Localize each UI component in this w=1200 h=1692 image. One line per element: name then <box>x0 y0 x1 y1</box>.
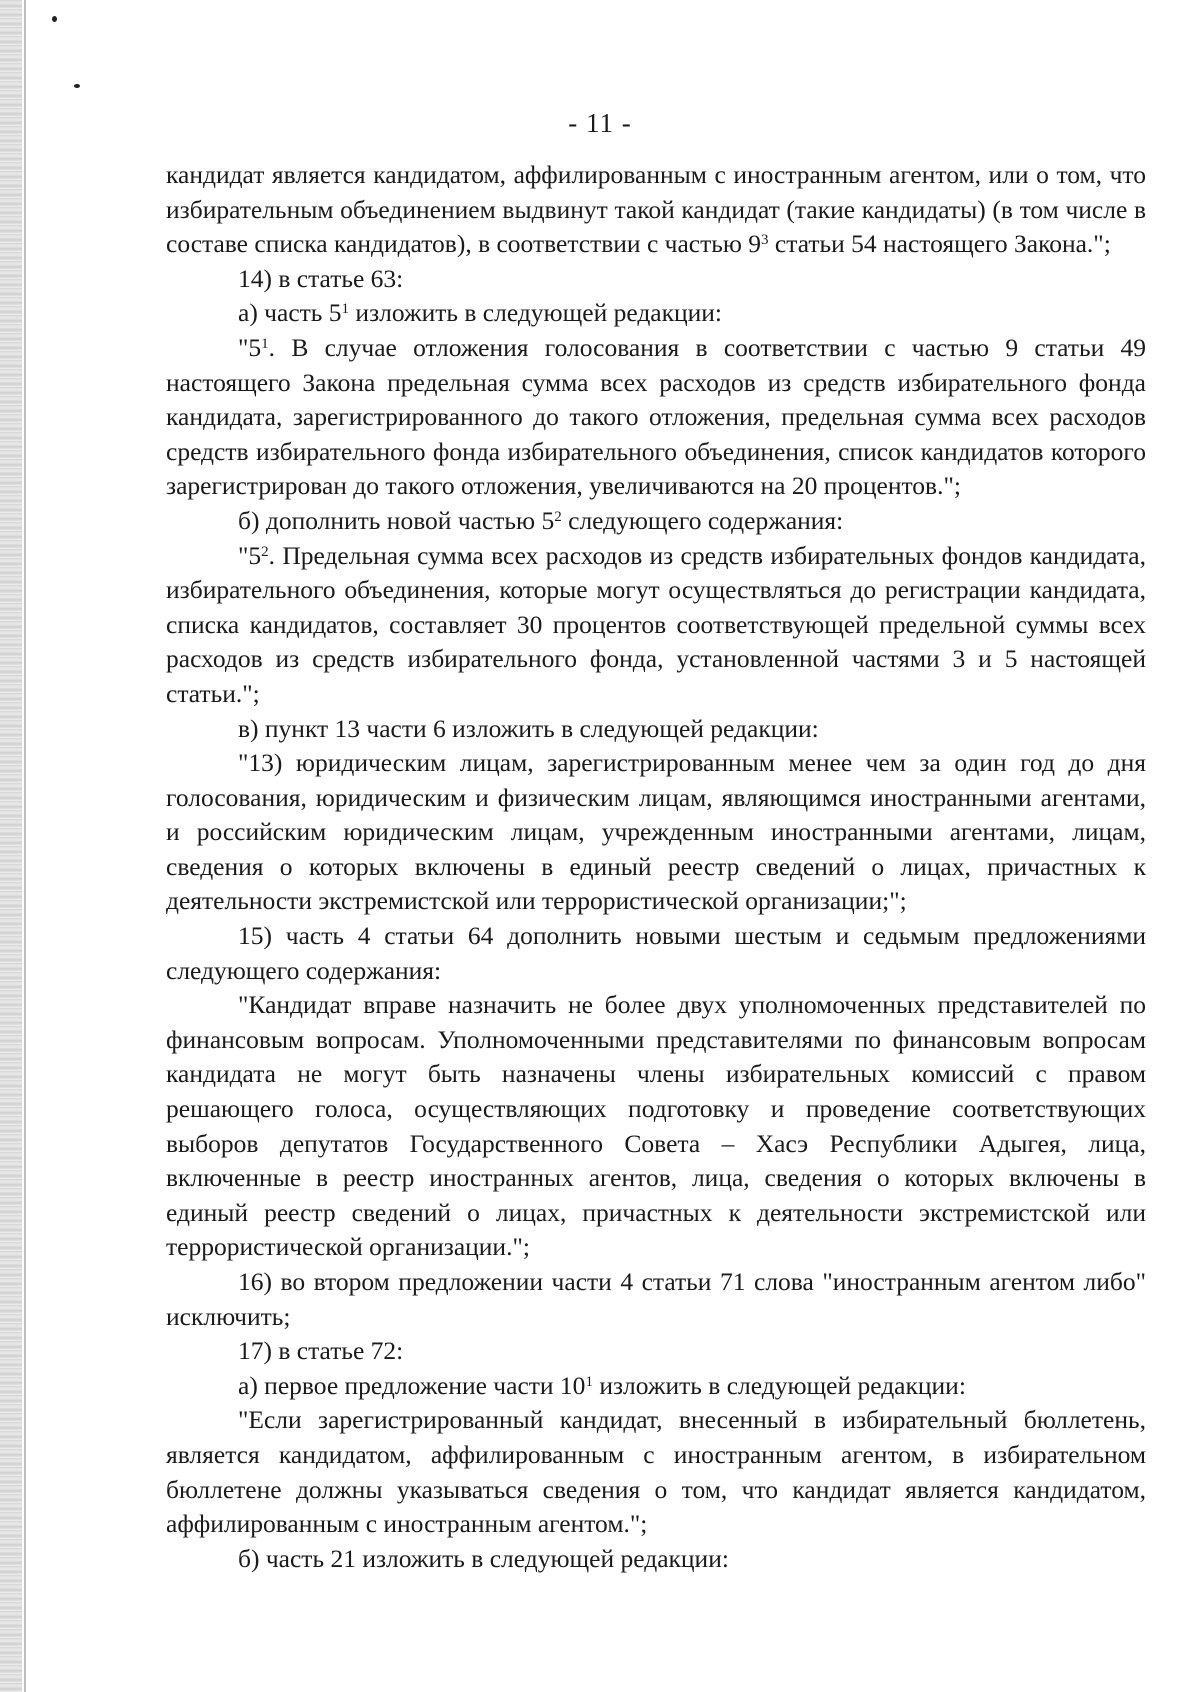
scan-edge-line <box>24 0 26 1692</box>
text-run: "13) юридическим лицам, зарегистрированным менее чем за один год до дня голосования, юридическим и физическим лицам, являющимся иностранными агентами, и российским юридическим лицам, учрежденным иностранными агентами, лицам, сведения о которых включены в единый реестр сведений о лицах, причастных к деятельности экстремистской или террористической организации;"; <box>166 748 1146 916</box>
scan-edge-shadow <box>0 0 22 1692</box>
text-run: б) дополнить новой частью 5 <box>238 505 555 535</box>
paragraph <box>166 296 1146 331</box>
superscript: 1 <box>585 1373 593 1390</box>
document-body <box>166 158 1146 1576</box>
text-run: 16) во втором предложении части 4 статьи 71 слова "иностранным агентом либо" исключить; <box>166 1267 1146 1331</box>
paragraph <box>166 539 1146 712</box>
paragraph <box>166 1334 1146 1369</box>
text-run: "5 <box>238 332 262 362</box>
text-run: 15) часть 4 статьи 64 дополнить новыми шестым и седьмым предложениями следующего содержания: <box>166 921 1146 985</box>
page-number: - 11 - <box>568 108 632 138</box>
superscript: 1 <box>261 335 269 352</box>
paragraph <box>166 919 1146 988</box>
paragraph <box>166 746 1146 919</box>
paragraph <box>166 712 1146 747</box>
paragraph <box>166 158 1146 262</box>
text-run: . Предельная сумма всех расходов из средств избирательных фондов кандидата, избирательного объединения, которые могут осуществляться до регистрации кандидата, списка кандидатов, составляет 30 процентов соответствующей предельной суммы всех расходов из средств избирательного фонда, установленной частями 3 и 5 настоящей статьи."; <box>166 540 1146 708</box>
text-run: "Кандидат вправе назначить не более двух уполномоченных представителей по финансовым вопросам. Уполномоченными представителями по финансовым вопросам кандидата не могут быть назначены члены избирательных комиссий с правом решающего голоса, осуществляющих подготовку и проведение соответствующих выборов депутатов Государственного Совета – Хасэ Республики Адыгея, лица, включенные в реестр иностранных агентов, лица, сведения о которых включены в единый реестр сведений о лицах, причастных к деятельности экстремистской или террористической организации."; <box>166 990 1146 1262</box>
text-run: "5 <box>238 540 262 570</box>
text-run: изложить в следующей редакции: <box>592 1370 966 1400</box>
text-run: изложить в следующей редакции: <box>349 298 723 328</box>
text-run: 17) в статье 72: <box>238 1336 404 1366</box>
superscript: 1 <box>341 301 350 318</box>
paragraph <box>166 1403 1146 1541</box>
text-run: а) часть 5 <box>238 298 342 328</box>
text-run: в) пункт 13 части 6 изложить в следующей редакции: <box>238 713 819 743</box>
paragraph <box>166 1265 1146 1334</box>
scan-speck <box>74 84 80 88</box>
text-run: "Если зарегистрированный кандидат, внесенный в избирательный бюллетень, является кандидатом, аффилированным с иностранным агентом, в избирательном бюллетене должны указываться сведения о том, что кандидат является кандидатом, аффилированным с иностранным агентом."; <box>166 1405 1146 1539</box>
paragraph <box>166 331 1146 504</box>
text-run: а) первое предложение части 10 <box>238 1370 586 1400</box>
superscript: 3 <box>761 231 769 248</box>
superscript: 2 <box>261 543 269 560</box>
text-run: следующего содержания: <box>561 505 844 535</box>
paragraph <box>166 988 1146 1265</box>
text-run: б) часть 21 изложить в следующей редакции: <box>238 1543 729 1573</box>
paragraph <box>166 262 1146 297</box>
text-run: кандидат является кандидатом, аффилированным с иностранным агентом, или о том, что избирательным объединением выдвинут такой кандидат (такие кандидаты) (в том числе в составе списка кандидатов), в соответствии с частью 9 <box>166 160 1146 259</box>
paragraph <box>166 504 1146 539</box>
text-run: . В случае отложения голосования в соответствии с частью 9 статьи 49 настоящего Закона предельная сумма всех расходов из средств избирательного фонда кандидата, зарегистрированного до такого отложения, предельная сумма всех расходов средств избирательного фонда избирательного объединения, список кандидатов которого зарегистрирован до такого отложения, увеличиваются на 20 процентов."; <box>166 332 1146 501</box>
text-run: 14) в статье 63: <box>238 263 404 293</box>
paragraph <box>166 1542 1146 1577</box>
text-run: статьи 54 настоящего Закона."; <box>768 229 1111 259</box>
scan-speck <box>52 16 57 22</box>
superscript: 2 <box>554 508 562 525</box>
paragraph <box>166 1369 1146 1404</box>
